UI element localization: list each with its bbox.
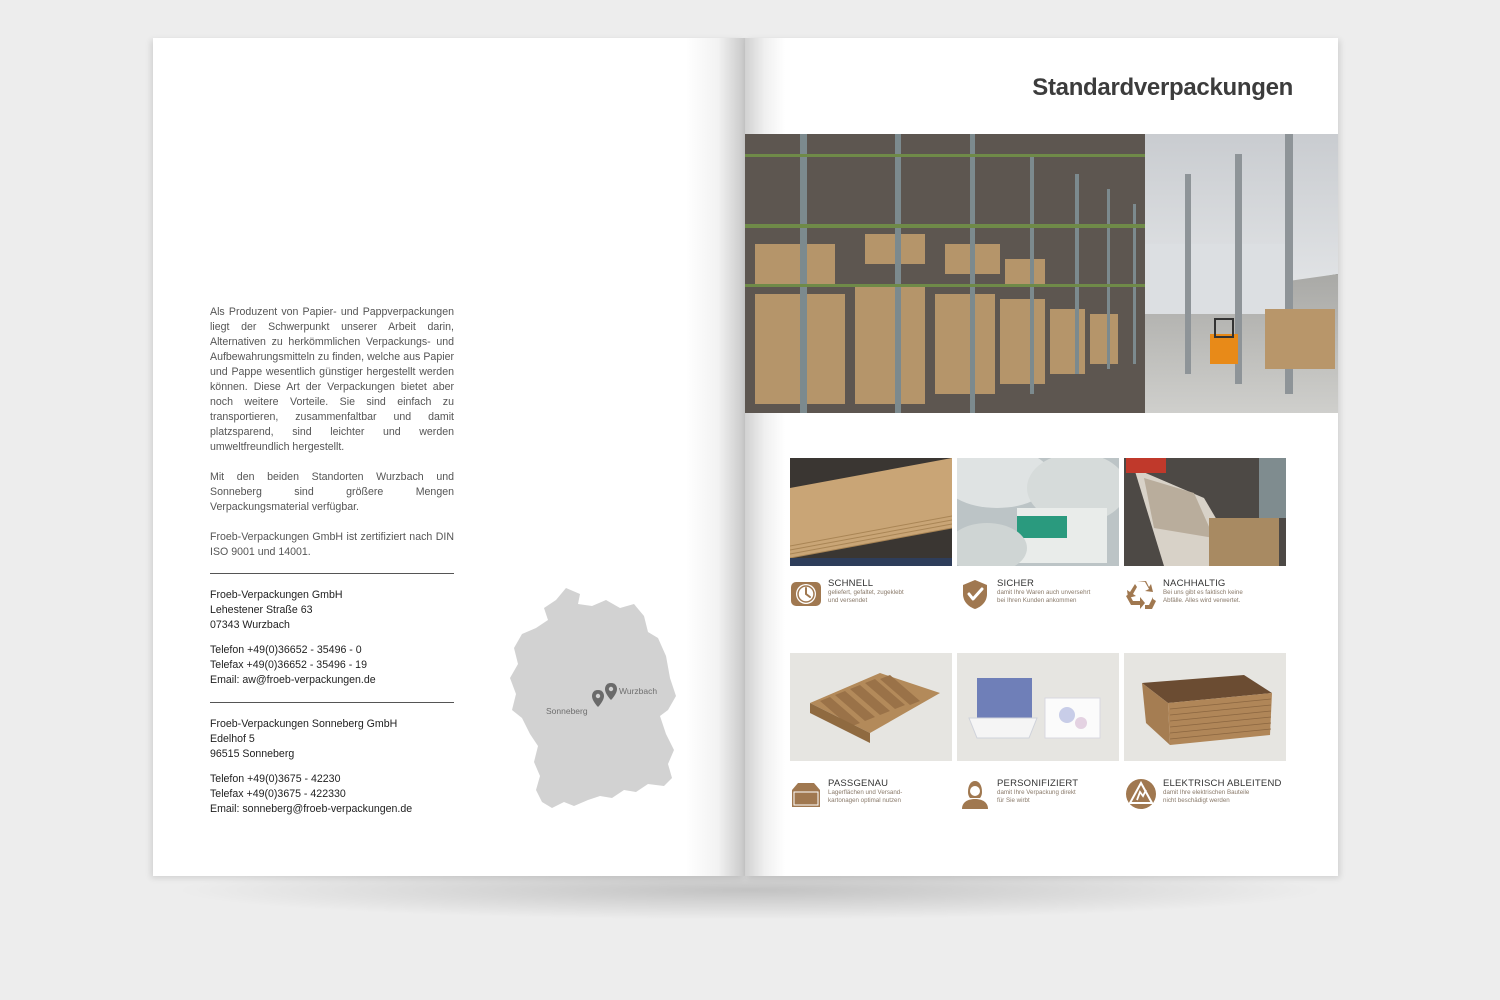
feature-heading: ELEKTRISCH ABLEITEND [1163, 778, 1282, 789]
feature-line: damit Ihre Waren auch unversehrt [997, 589, 1091, 596]
feature-nachhaltig [1125, 578, 1285, 614]
city: 07343 Wurzbach [210, 619, 290, 631]
esd-icon [1125, 778, 1157, 810]
fax: Telefax +49(0)3675 - 422330 [210, 788, 346, 800]
feature-passgenau [790, 778, 950, 814]
address-wurzbach [210, 588, 470, 688]
feature-line: Bei uns gibt es faktisch keine [1163, 589, 1243, 596]
feature-line: Abfälle. Alles wird verwertet. [1163, 596, 1241, 604]
tile-cardboard-insert [790, 653, 952, 761]
intro-paragraph-1: Als Produzent von Papier- und Pappverpackungen liegt der Schwerpunkt unserer Arbeit darin, Alternativen zu herkömmlichen Verpackungs- und Aufbewahrungsmitteln zu finden, welche aus Papier und Pappe wesentlich günstiger hergestellt werden können. Diese Art der Verpackungen bietet aber noch weitere Vorteile. Sie sind einfach zu transportieren, zusammenfaltbar und damit platzsparend, sind leichter und werden umweltfreundlich hergestellt. [210, 306, 454, 453]
tile-recycling-machine [1124, 458, 1286, 566]
feature-line: geliefert, gefaltet, zugeklebt [828, 589, 904, 596]
feature-line: Lagerflächen und Versand- [828, 789, 903, 796]
recycle-icon [1125, 578, 1157, 610]
phone: Telefon +49(0)3675 - 42230 [210, 773, 341, 785]
tile-esd-box [1124, 653, 1286, 761]
company-name: Froeb-Verpackungen GmbH [210, 589, 343, 601]
phone: Telefon +49(0)36652 - 35496 - 0 [210, 644, 362, 656]
feature-schnell [790, 578, 950, 614]
street: Edelhof 5 [210, 733, 255, 745]
fax: Telefax +49(0)36652 - 35496 - 19 [210, 659, 367, 671]
feature-heading: NACHHALTIG [1163, 578, 1226, 589]
intro-paragraph-3: Froeb-Verpackungen GmbH ist zertifiziert nach DIN ISO 9001 und 14001. [210, 531, 454, 558]
intro-text [210, 305, 454, 575]
feature-personifiziert [959, 778, 1119, 814]
divider-2 [210, 702, 454, 703]
page-title: Standardverpackungen [1032, 74, 1293, 101]
feature-elektrisch-ableitend [1125, 778, 1285, 814]
street: Lehestener Straße 63 [210, 604, 313, 616]
feature-sicher [959, 578, 1119, 614]
feature-line: damit Ihre Verpackung direkt [997, 789, 1076, 796]
feature-line: nicht beschädigt werden [1163, 796, 1230, 804]
tile-paper-rolls [957, 458, 1119, 566]
feature-heading: SCHNELL [828, 578, 874, 589]
germany-map [508, 586, 683, 811]
gutter-shadow-left [685, 38, 745, 876]
tile-cardboard-stack [790, 458, 952, 566]
intro-paragraph-2: Mit den beiden Standorten Wurzbach und Sonneberg sind größere Mengen Verpackungsmaterial verfügbar. [210, 471, 454, 513]
feature-line: für Sie wirbt [997, 796, 1030, 804]
feature-line: bei Ihren Kunden ankommen [997, 596, 1077, 604]
email: Email: sonneberg@froeb-verpackungen.de [210, 803, 413, 815]
feature-heading: PERSONIFIZIERT [997, 778, 1079, 789]
divider-1 [210, 573, 454, 574]
clock-icon [790, 578, 822, 610]
map-label-wurzbach: Wurzbach [619, 686, 658, 696]
company-name: Froeb-Verpackungen Sonneberg GmbH [210, 718, 398, 730]
warehouse-photo [745, 134, 1338, 413]
feature-line: und versendet [828, 596, 868, 604]
box-icon [790, 778, 822, 810]
feature-line: damit Ihre elektrischen Bauteile [1163, 789, 1250, 796]
left-page [153, 38, 745, 876]
feature-heading: SICHER [997, 578, 1035, 589]
shield-check-icon [959, 578, 991, 610]
feature-heading: PASSGENAU [828, 778, 889, 789]
person-icon [959, 778, 991, 810]
email: Email: aw@froeb-verpackungen.de [210, 674, 376, 686]
right-page [745, 38, 1338, 876]
map-label-sonneberg: Sonneberg [546, 706, 588, 716]
tile-custom-box [957, 653, 1119, 761]
address-sonneberg [210, 717, 470, 817]
feature-line: kartonagen optimal nutzen [828, 796, 901, 804]
city: 96515 Sonneberg [210, 748, 295, 760]
